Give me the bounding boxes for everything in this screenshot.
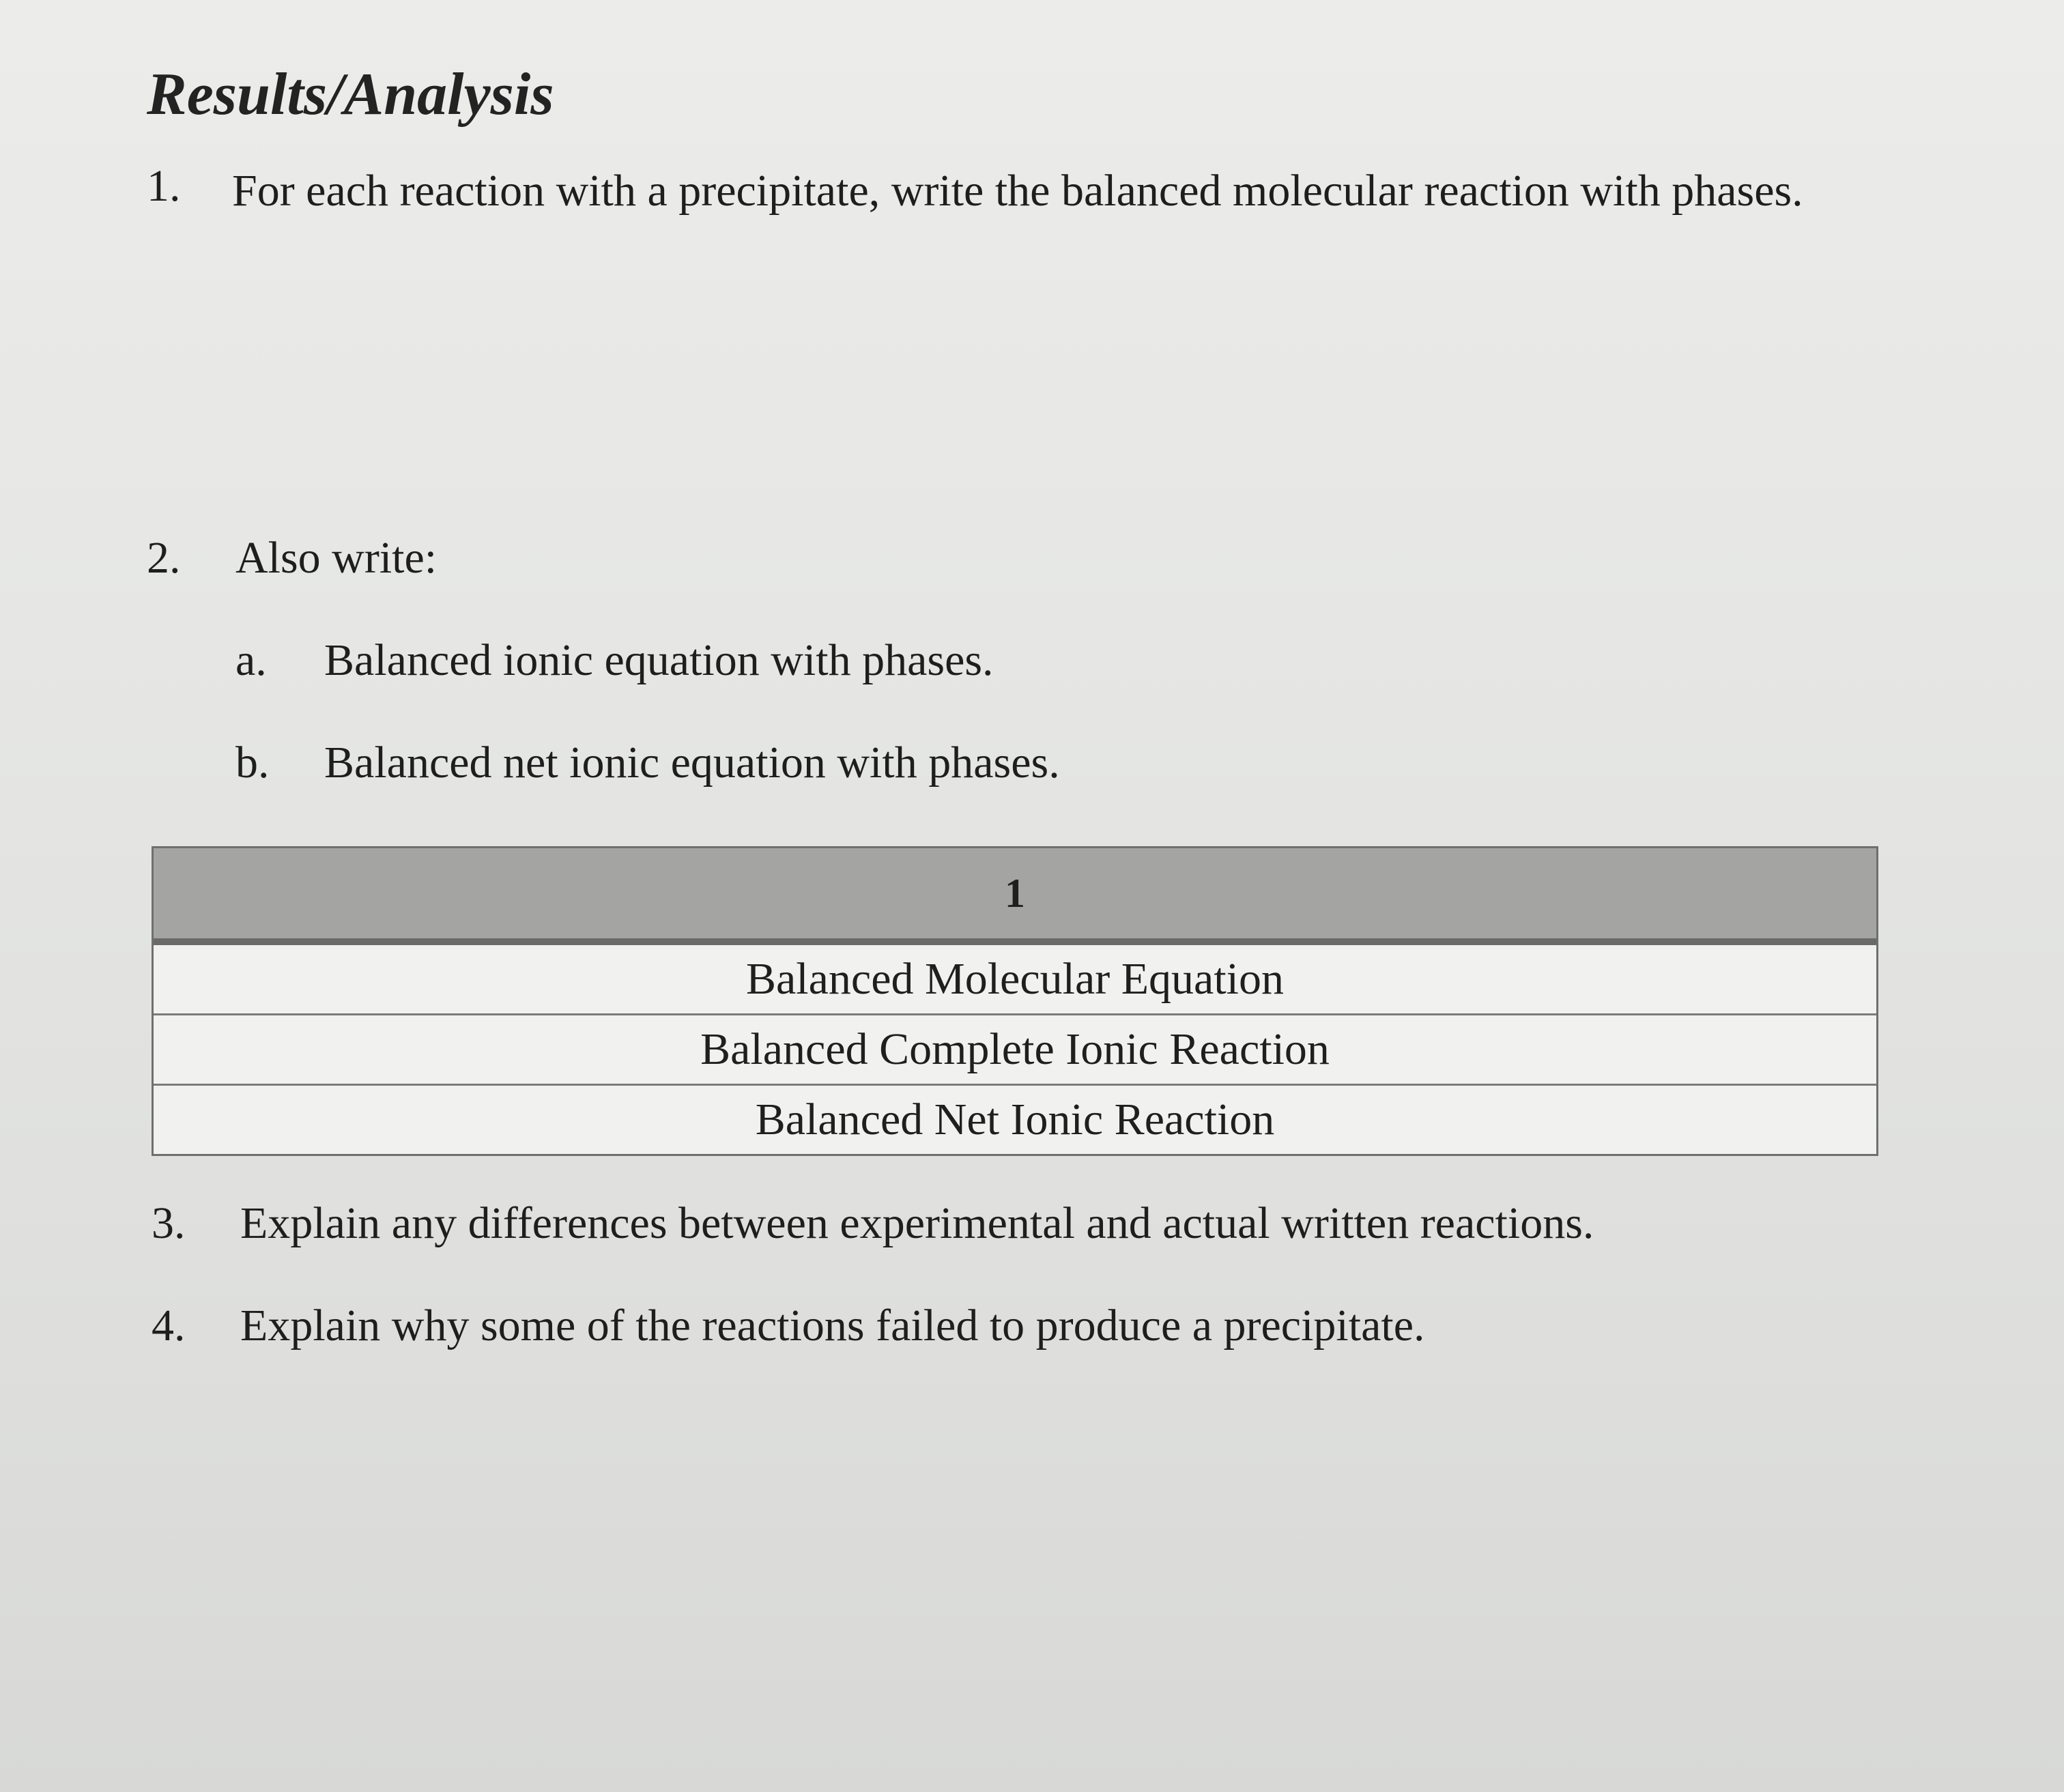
subitem-text: Balanced ionic equation with phases. [324,635,994,685]
section-title: Results/Analysis [147,61,554,128]
table-header: 1 [154,848,1876,945]
question-number: 2. [147,533,181,583]
question-text: Explain why some of the reactions failed to produce a precipitate. [240,1301,1425,1350]
equations-table [152,846,1878,1156]
question-text: For each reaction with a precipitate, write the balanced molecular reaction with phases. [232,166,1803,216]
table-row: Balanced Complete Ionic Reaction [154,1015,1876,1086]
table-row: Balanced Molecular Equation [154,945,1876,1015]
question-text: Also write: [235,533,438,583]
subitem-label: b. [235,738,270,787]
question-text: Explain any differences between experimental and actual written reactions. [240,1198,1594,1248]
table-row: Balanced Net Ionic Reaction [154,1086,1876,1154]
question-number: 1. [147,161,181,211]
question-number: 4. [152,1301,186,1350]
subitem-text: Balanced net ionic equation with phases. [324,738,1060,787]
question-number: 3. [152,1198,186,1248]
subitem-label: a. [235,635,267,685]
